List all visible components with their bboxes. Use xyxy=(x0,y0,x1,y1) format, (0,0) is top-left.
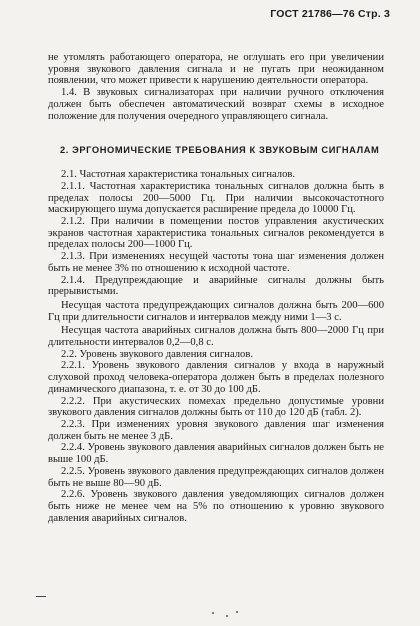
text-column xyxy=(48,52,384,524)
scan-speck xyxy=(226,615,228,617)
paragraph: Несущая частота предупреждающих сигналов должна быть 200—600 Гц при длительности сигналов и интервалов между ними 1—3 с. xyxy=(48,299,384,323)
margin-mark xyxy=(36,596,46,597)
paragraph: не утомлять работающего оператора, не оглушать его при увеличении уровня звукового давления сигнала и не пугать при неожиданном появлении, что может привести к нарушению деятельности оператора. xyxy=(48,52,384,87)
page-header: ГОСТ 21786—76 Стр. 3 xyxy=(270,8,390,20)
paragraph: 2.2.4. Уровень звукового давления аварийных сигналов должен быть не выше 100 дБ. xyxy=(48,442,384,466)
paragraph: 2.1.1. Частотная характеристика тональных сигналов должна быть в пределах полосы 200—5000 Гц. При наличии высокочастотного маскирующего шума допускается расширение предела до 10000 Гц. xyxy=(48,180,384,216)
paragraph: Несущая частота аварийных сигналов должна быть 800—2000 Гц при длительности интервалов 0,2—0,8 с. xyxy=(48,325,384,349)
scan-speck xyxy=(212,612,214,614)
paragraph: 2.2. Уровень звукового давления сигналов. xyxy=(61,348,253,360)
paragraph: 2.1. Частотная характеристика тональных сигналов. xyxy=(61,169,296,181)
section-heading: 2. ЭРГОНОМИЧЕСКИЕ ТРЕБОВАНИЯ К ЗВУКОВЫМ СИГНАЛАМ xyxy=(60,145,380,156)
paragraph: 2.1.2. При наличии в помещении постов управления акустических экранов частотная характеристика тональных сигналов рекомендуется в пределах полосы 200—1000 Гц. xyxy=(48,216,384,251)
paragraph: 2.1.4. Предупреждающие и аварийные сигналы должны быть прерывистыми. xyxy=(48,274,384,298)
paragraph: 1.4. В звуковых сигнализаторах при наличии ручного отключения должен быть обеспечен автоматический возврат схемы в исходное положение для получения очередного управляющего сигнала. xyxy=(48,87,384,122)
paragraph: 2.1.3. При изменениях несущей частоты тона шаг изменения должен быть не менее 3% по отношению к исходной частоте. xyxy=(48,251,384,274)
paragraph: 2.2.1. Уровень звукового давления сигналов у входа в наружный слуховой проход человека-оператора должен быть в пределах полезного динамического диапазона, т. е. от 30 до 100 дБ. xyxy=(48,360,384,395)
paragraph: 2.2.2. При акустических помехах предельно допустимые уровни звукового давления сигналов должны быть от 110 до 120 дБ (табл. 2). xyxy=(48,395,384,419)
paragraph: 2.2.6. Уровень звукового давления уведомляющих сигналов должен быть ниже не менее чем на 5% по отношению к уровню звукового давления аварийных сигналов. xyxy=(48,489,384,524)
paragraph: 2.2.3. При изменениях уровня звукового давления шаг изменения должен быть не менее 3 дБ. xyxy=(48,418,384,442)
paragraph: 2.2.5. Уровень звукового давления предупреждающих сигналов должен быть не выше 80—90 дБ. xyxy=(48,465,384,489)
scan-speck xyxy=(236,611,238,613)
